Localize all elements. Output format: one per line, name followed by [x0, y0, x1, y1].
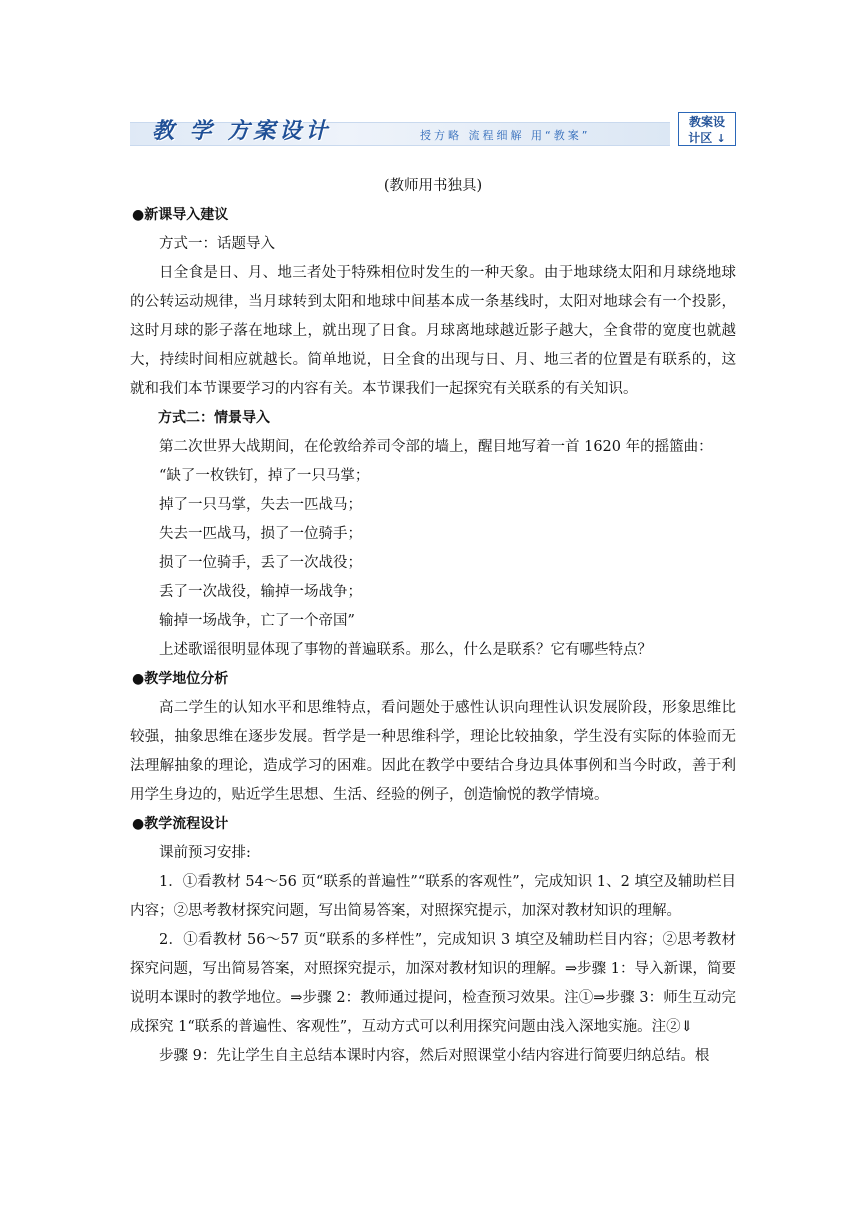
box-line-1: 教案设 [688, 115, 725, 129]
section-banner [130, 112, 740, 148]
heading-teaching-flow: ●教学流程设计 [132, 816, 229, 832]
flow-step-9: 步骤 9：先让学生自主总结本课时内容，然后对照课堂小结内容进行简要归纳总结。根 [159, 1048, 710, 1064]
method-2: 方式二：情景导入 [158, 410, 270, 426]
teaching-design-box [678, 112, 736, 146]
box-line-2: 计区 ↓ [688, 131, 726, 145]
heading-teaching-position: ●教学地位分析 [132, 671, 229, 687]
paragraph-wwii: 第二次世界大战期间，在伦敦给养司令部的墙上，醒目地写着一首 1620 年的摇篮曲： [159, 439, 713, 455]
banner-title: 教 学 方案设计 [152, 119, 332, 144]
paragraph-position: 高二学生的认知水平和思维特点，看问题处于感性认识向理性认识发展阶段，形象思维比较强，抽象思维在逐步发展。哲学是一种思维科学，理论比较抽象，学生没有实际的体验而无法理解抽象的理论，造成学习的困难。因此在教学中要结合身边具体事例和当今时政，善于利用学生身边的，贴近学生思想、生活、经验的例子，创造愉悦的教学情境。 [130, 700, 736, 803]
teacher-note: (教师用书独具) [383, 178, 483, 194]
method-1: 方式一：话题导入 [159, 236, 275, 252]
arrow-down-icon: ↓ [716, 132, 726, 145]
document-body [130, 172, 736, 1071]
heading-new-lesson: ●新课导入建议 [132, 207, 229, 223]
paragraph-eclipse: 日全食是日、月、地三者处于特殊相位时发生的一种天象。由于地球绕太阳和月球绕地球的公转运动规律，当月球转到太阳和地球中间基本成一条基线时，太阳对地球会有一个投影，这时月球的影子落在地球上，就出现了日食。月球离地球越近影子越大，全食带的宽度也就越大，持续时间相应就越长。简单地说，日全食的出现与日、月、地三者的位置是有联系的，这就和我们本节课要学习的内容有关。本节课我们一起探究有关联系的有关知识。 [130, 265, 736, 397]
banner-slogan: 授方略 流程细解 用“教案” [420, 129, 591, 142]
poem-line: “缺了一枚铁钉，掉了一只马掌； [159, 468, 370, 484]
preview-intro: 课前预习安排: [159, 845, 251, 861]
poem-line: 输掉一场战争，亡了一个帝国” [159, 613, 355, 629]
poem-line: 损了一位骑手，丢了一次战役； [159, 555, 362, 571]
flow-item-2: 2．①看教材 56～57 页“联系的多样性”，完成知识 3 填空及辅助栏目内容；②思考教材探究问题，写出简易答案，对照探究提示，加深对教材知识的理解。⇒步骤 1：导入新课，简要说明本课时的教学地位。⇒步骤 2：教师通过提问，检查预习效果。注①⇒步骤 3：师生互动完成探究 1“联系的普遍性、客观性”，互动方式可以利用探究问题由浅入深地实施。注②⇓ [130, 932, 736, 1035]
flow-item-1: 1．①看教材 54～56 页“联系的普遍性”“联系的客观性”，完成知识 1、2 填空及辅助栏目内容；②思考教材探究问题，写出简易答案，对照探究提示，加深对教材知识的理解。 [130, 874, 736, 919]
poem-line: 掉了一只马掌，失去一匹战马； [159, 497, 362, 513]
poem-line: 丢了一次战役，输掉一场战争； [159, 584, 362, 600]
poem-line: 失去一匹战马，损了一位骑手； [159, 526, 362, 542]
paragraph-summary: 上述歌谣很明显体现了事物的普遍联系。那么，什么是联系？它有哪些特点？ [159, 642, 652, 658]
